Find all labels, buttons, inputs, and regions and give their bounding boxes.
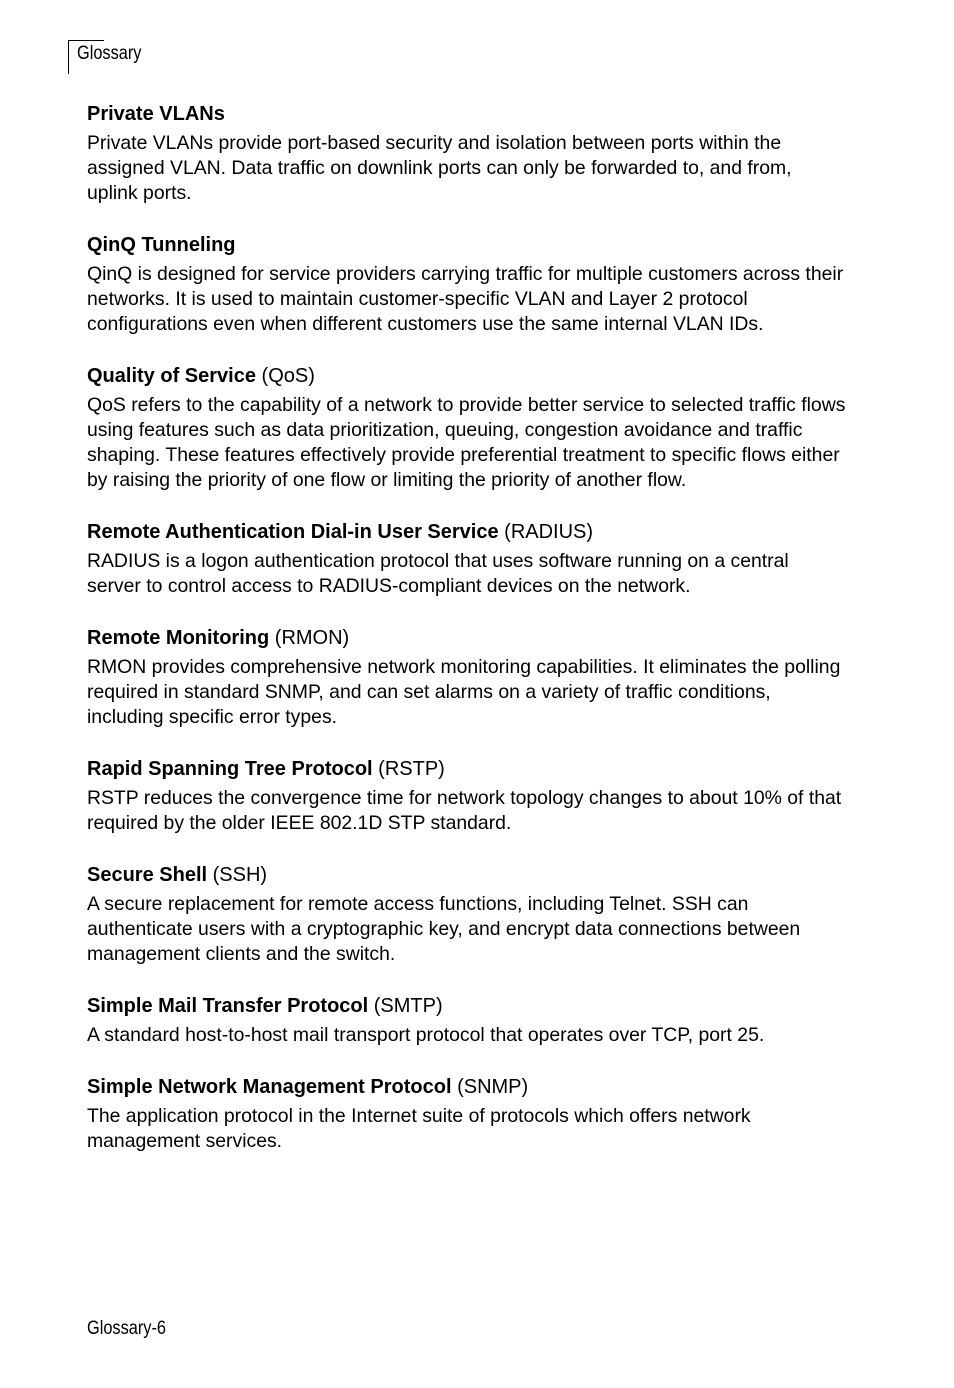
glossary-entry-rmon <box>87 625 847 730</box>
entry-definition: Private VLANs provide port-based security and isolation between ports within the assigned VLAN. Data traffic on downlink ports can only be forwarded to, and from, uplink ports. <box>87 132 792 204</box>
term-name: Remote Monitoring <box>87 627 270 649</box>
entry-term <box>87 993 847 1019</box>
entry-definition: RSTP reduces the convergence time for network topology changes to about 10% of that required by the older IEEE 802.1D STP standard. <box>87 787 842 834</box>
entry-definition: QoS refers to the capability of a network to provide better service to selected traffic flows using features such as data prioritization, queuing, congestion avoidance and traffic shaping. These features effectively provide preferential treatment to specific flows either by raising the priority of one flow or limiting the priority of another flow. <box>87 394 846 491</box>
term-name: QinQ Tunneling <box>87 234 236 256</box>
term-name: Secure Shell <box>87 864 208 886</box>
glossary-entry-radius <box>87 519 847 599</box>
entry-term <box>87 756 847 782</box>
page-number: Glossary-6 <box>87 1318 166 1339</box>
entry-definition: QinQ is designed for service providers carrying traffic for multiple customers across their networks. It is used to maintain customer-specific VLAN and Layer 2 protocol configurations even when different customers use the same internal VLAN IDs. <box>87 263 844 335</box>
term-name: Simple Mail Transfer Protocol <box>87 995 369 1017</box>
term-abbreviation: (RSTP) <box>378 758 445 780</box>
entry-term <box>87 519 847 545</box>
glossary-entry-qinq-tunneling <box>87 232 847 337</box>
term-abbreviation: (SNMP) <box>457 1076 529 1098</box>
entry-term <box>87 232 847 258</box>
header-rule-horizontal <box>68 40 104 41</box>
entry-definition: A secure replacement for remote access functions, including Telnet. SSH can authenticate users with a cryptographic key, and encrypt data connections between management clients and the switch. <box>87 893 801 965</box>
running-head: Glossary <box>77 43 142 64</box>
term-name: Remote Authentication Dial-in User Service <box>87 521 499 543</box>
entry-definition: RADIUS is a logon authentication protocol that uses software running on a central server to control access to RADIUS-compliant devices on the network. <box>87 550 789 597</box>
term-abbreviation: (SSH) <box>212 864 268 886</box>
entry-term <box>87 862 847 888</box>
header-rule-vertical <box>68 40 69 74</box>
term-abbreviation: (RADIUS) <box>504 521 594 543</box>
entry-definition: A standard host-to-host mail transport protocol that operates over TCP, port 25. <box>87 1024 765 1046</box>
glossary-entry-snmp <box>87 1074 847 1154</box>
term-name: Rapid Spanning Tree Protocol <box>87 758 373 780</box>
term-name: Private VLANs <box>87 103 225 125</box>
glossary-entry-smtp <box>87 993 847 1048</box>
entry-term <box>87 101 847 127</box>
entry-term <box>87 363 847 389</box>
term-abbreviation: (RMON) <box>274 627 350 649</box>
glossary-entry-qos <box>87 363 847 493</box>
entry-term <box>87 625 847 651</box>
entry-term <box>87 1074 847 1100</box>
glossary-entry-ssh <box>87 862 847 967</box>
glossary-content <box>87 101 847 1180</box>
entry-definition: RMON provides comprehensive network monitoring capabilities. It eliminates the polling required in standard SNMP, and can set alarms on a variety of traffic conditions, including specific error types. <box>87 656 841 728</box>
glossary-entry-rstp <box>87 756 847 836</box>
term-abbreviation: (QoS) <box>261 365 315 387</box>
glossary-entry-private-vlans <box>87 101 847 206</box>
term-name: Simple Network Management Protocol <box>87 1076 452 1098</box>
term-name: Quality of Service <box>87 365 256 387</box>
entry-definition: The application protocol in the Internet suite of protocols which offers network management services. <box>87 1105 751 1152</box>
term-abbreviation: (SMTP) <box>373 995 443 1017</box>
